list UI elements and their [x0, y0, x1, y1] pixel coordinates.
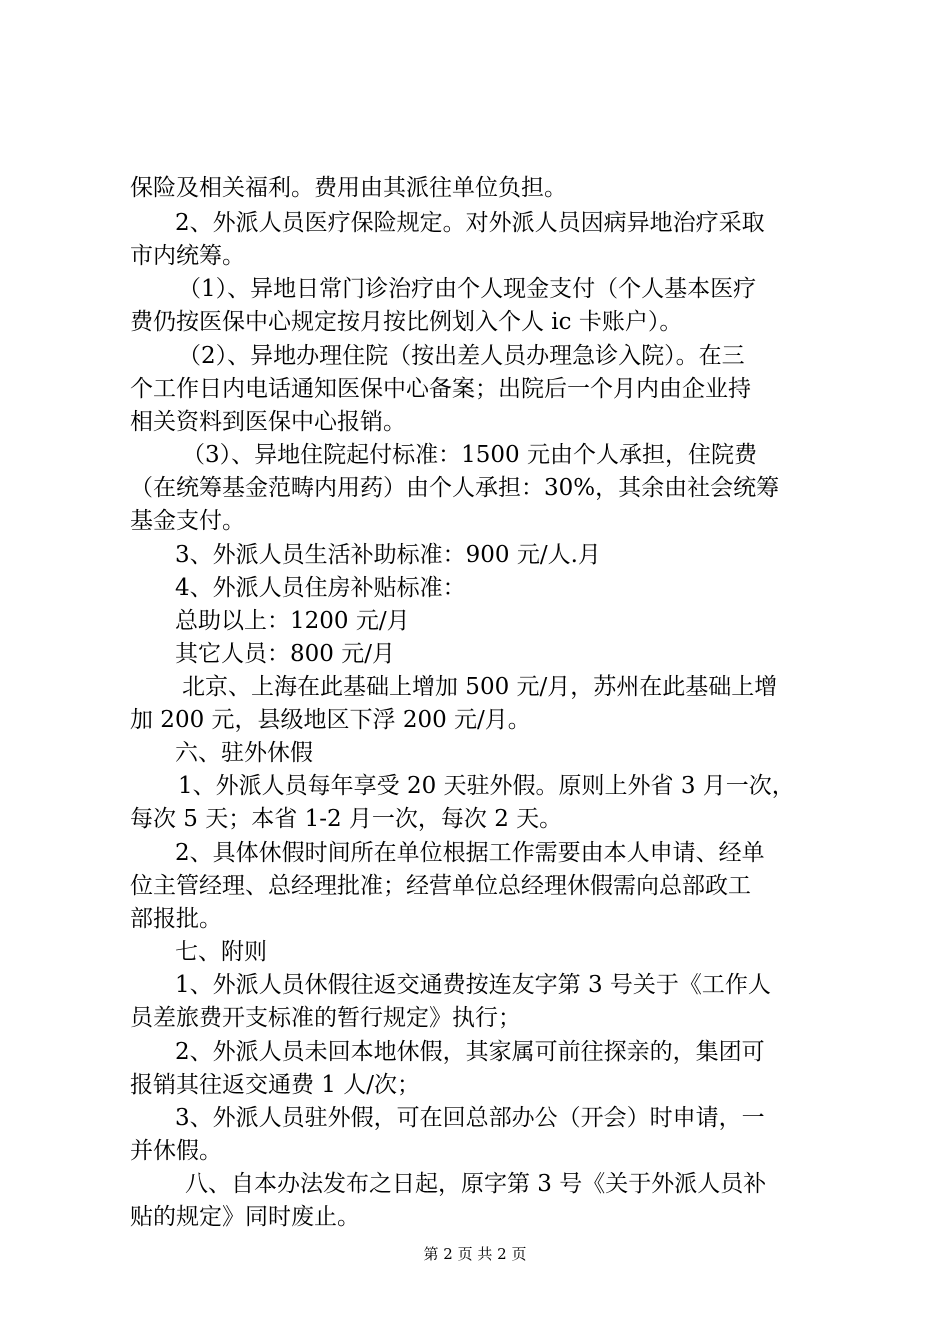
text-line: （在统筹基金范畴内用药）由个人承担：30%，其余由社会统筹	[130, 475, 780, 501]
text-line: 相关资料到医保中心报销。	[130, 409, 406, 435]
text-line: 北京、上海在此基础上增加 500 元/月，苏州在此基础上增	[182, 674, 778, 700]
text-line: 市内统筹。	[130, 243, 245, 269]
text-line: 位主管经理、总经理批准；经营单位总经理休假需向总部政工	[130, 873, 751, 899]
text-line: （3）、异地住院起付标准：1500 元由个人承担，住院费	[182, 442, 757, 468]
text-line: 费仍按医保中心规定按月按比例划入个人 ic 卡账户）。	[130, 309, 683, 335]
text-line: 基金支付。	[130, 508, 245, 534]
text-line: 4、外派人员住房补贴标准：	[175, 575, 466, 601]
text-line: 八、自本办法发布之日起，原字第 3 号《关于外派人员补	[185, 1171, 767, 1197]
text-line: 3、外派人员驻外假，可在回总部办公（开会）时申请，一	[175, 1105, 765, 1131]
text-line: （1）、异地日常门诊治疗由个人现金支付（个人基本医疗	[178, 276, 757, 302]
text-line: 每次 5 天；本省 1-2 月一次，每次 2 天。	[130, 806, 563, 832]
section-heading: 七、附则	[175, 939, 267, 965]
text-line: 加 200 元，县级地区下浮 200 元/月。	[130, 707, 531, 733]
text-line: 2、外派人员医疗保险规定。对外派人员因病异地治疗采取	[175, 210, 765, 236]
text-line: 员差旅费开支标准的暂行规定》执行；	[130, 1005, 521, 1031]
text-line: 3、外派人员生活补助标准：900 元/人.月	[175, 542, 601, 568]
text-line: 部报批。	[130, 906, 222, 932]
text-line: 1、外派人员休假往返交通费按连友字第 3 号关于《工作人	[175, 972, 771, 998]
text-line: 2、具体休假时间所在单位根据工作需要由本人申请、经单	[175, 840, 765, 866]
text-line: 其它人员：800 元/月	[175, 641, 395, 667]
text-line: 贴的规定》同时废止。	[130, 1204, 360, 1230]
text-line: 报销其往返交通费 1 人/次；	[130, 1072, 421, 1098]
text-line: 2、外派人员未回本地休假，其家属可前往探亲的，集团可	[175, 1039, 765, 1065]
text-line: 总助以上：1200 元/月	[175, 608, 410, 634]
page-number-label: 第 2 页 共 2 页	[423, 1245, 527, 1263]
section-heading: 六、驻外休假	[175, 740, 313, 766]
text-line: （2）、异地办理住院（按出差人员办理急诊入院）。在三	[178, 343, 745, 369]
text-line: 并休假。	[130, 1138, 222, 1164]
text-line: 个工作日内电话通知医保中心备案；出院后一个月内由企业持	[130, 376, 751, 402]
page-footer	[0, 1244, 950, 1264]
text-line: 保险及相关福利。费用由其派往单位负担。	[130, 175, 567, 201]
text-line: 1、外派人员每年享受 20 天驻外假。原则上外省 3 月一次，	[178, 773, 795, 799]
